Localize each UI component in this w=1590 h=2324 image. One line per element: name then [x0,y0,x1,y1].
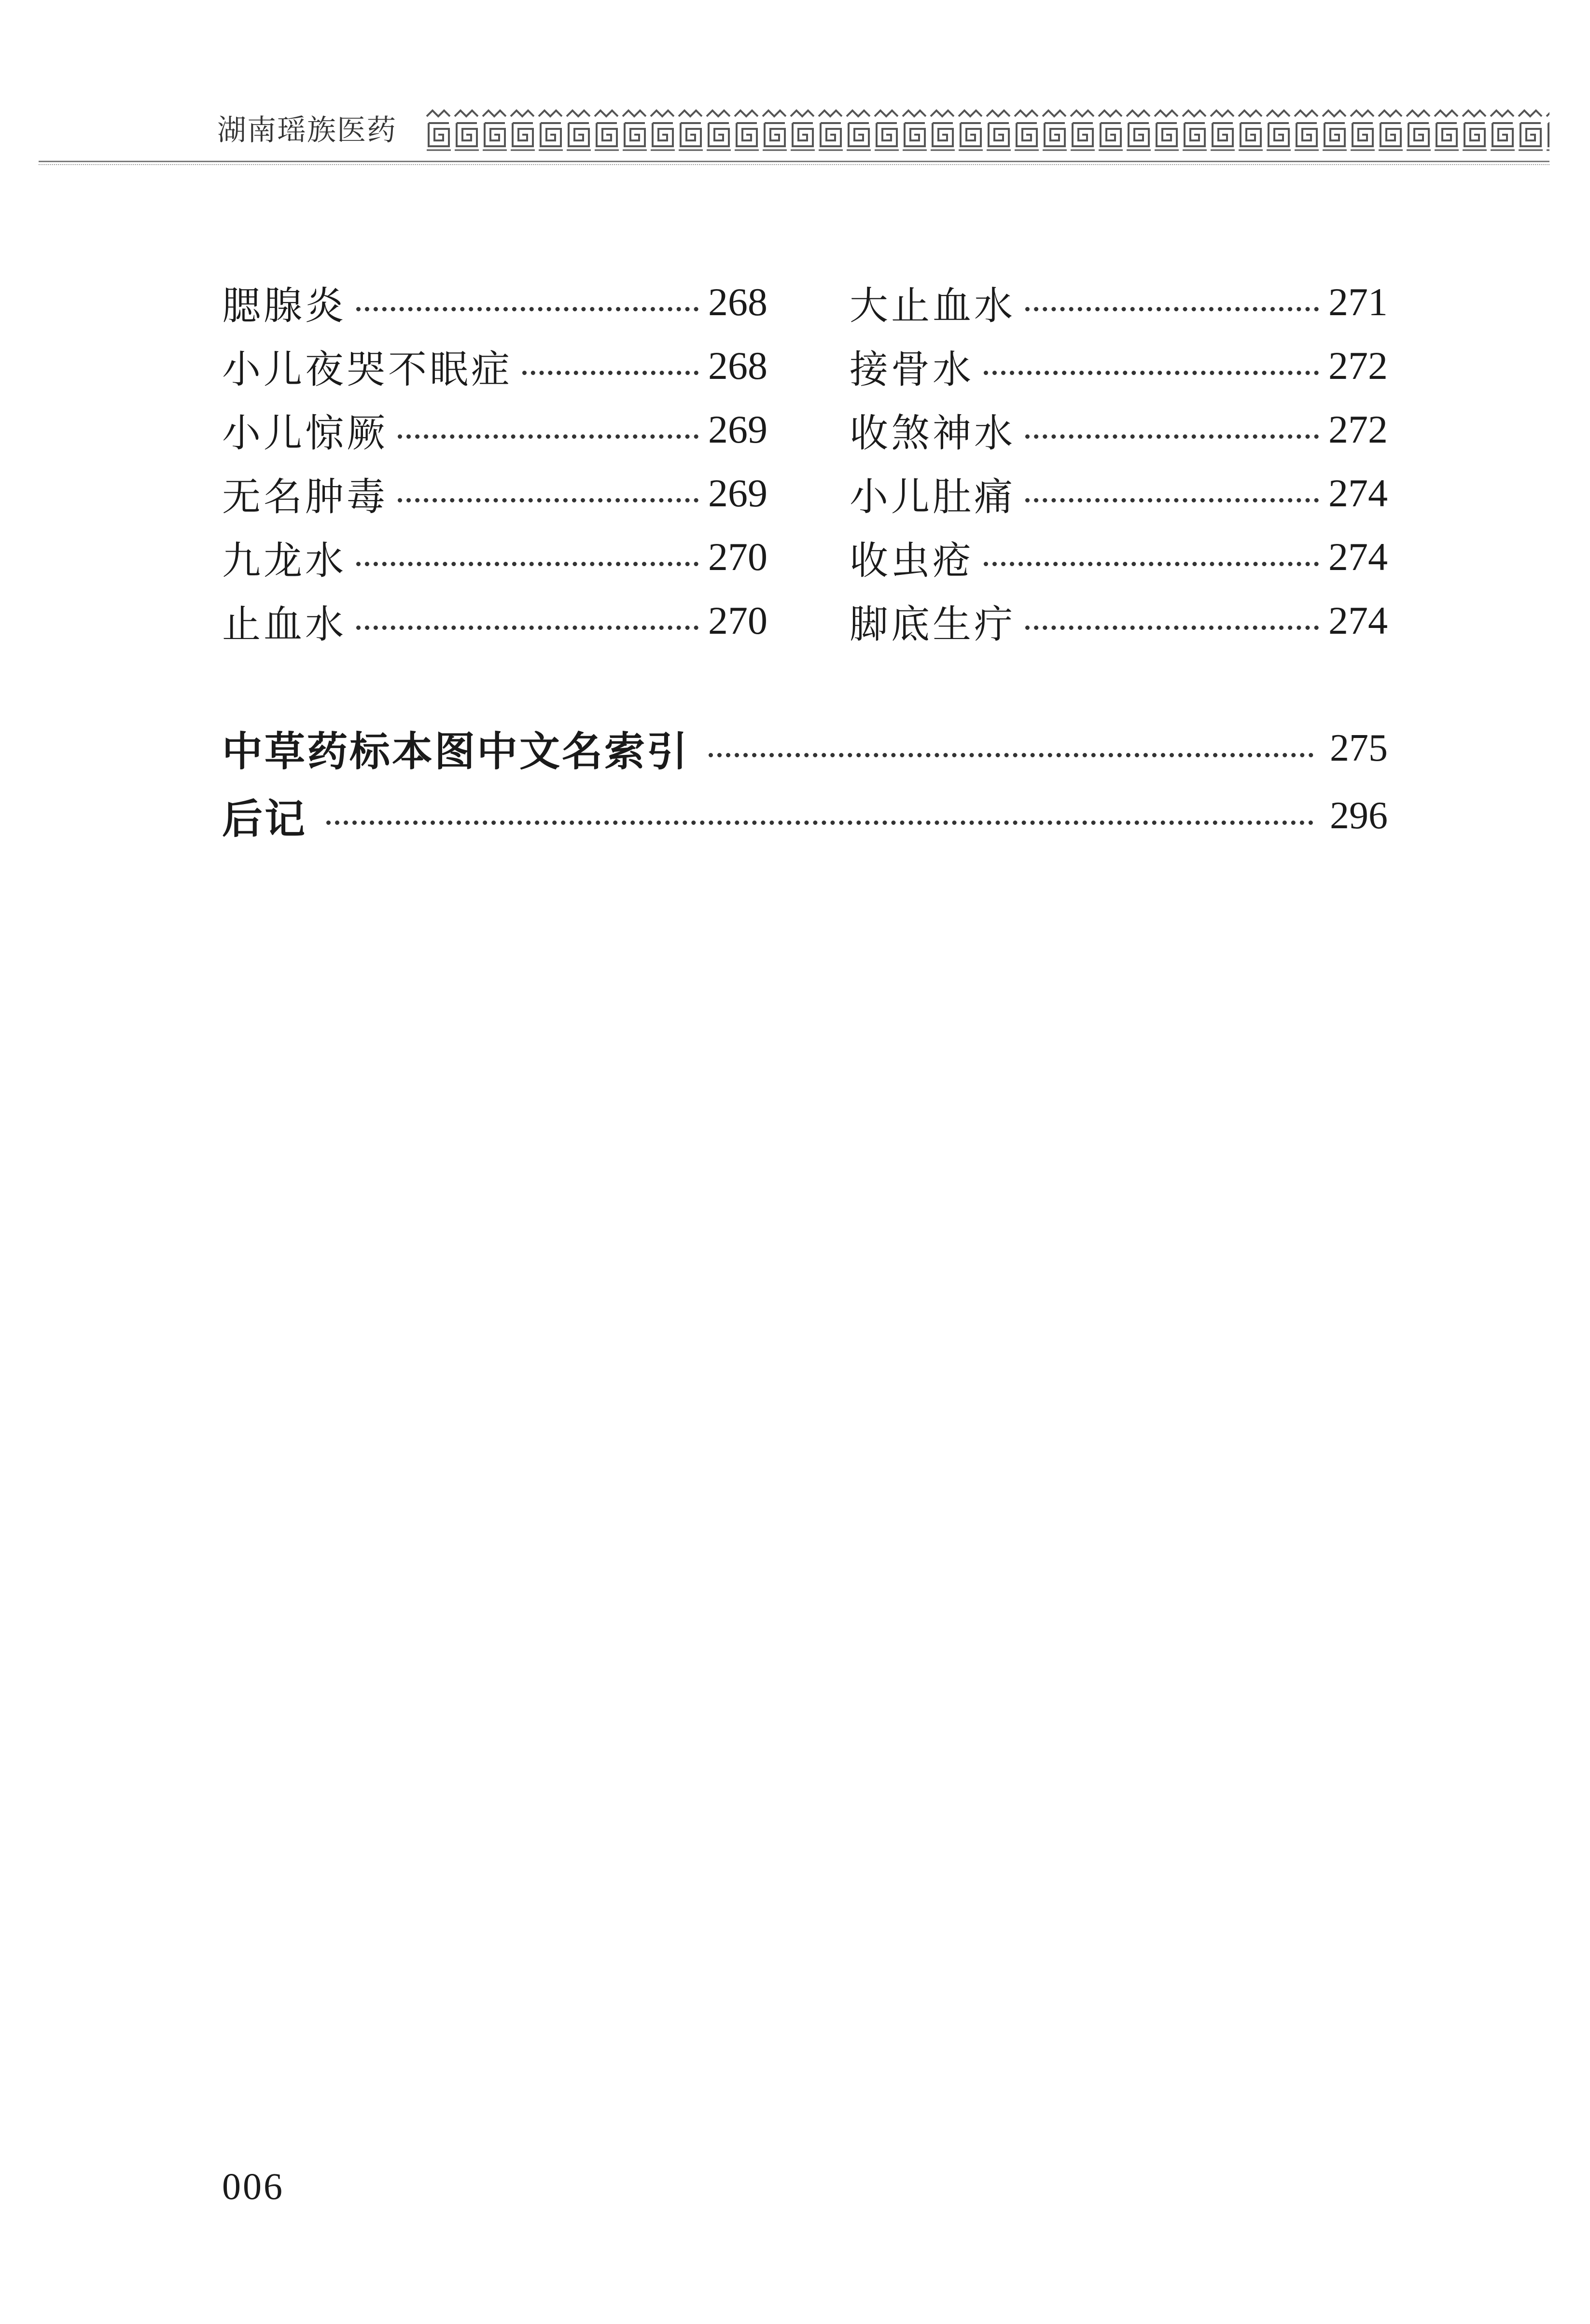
toc-entry-title: 小儿夜哭不眠症 [222,347,513,392]
leader-dots [522,371,698,375]
toc-entry[interactable] [222,334,767,398]
toc-major-page: 275 [1330,726,1388,769]
toc-entry-title: 九龙水 [222,538,347,583]
toc-major-entry[interactable] [222,714,1388,782]
leader-dots [356,626,698,630]
toc-entry-page: 270 [708,535,767,579]
toc-entry-page: 274 [1328,535,1388,579]
toc-entry-page: 271 [1328,280,1388,324]
toc-major-entries [222,714,1388,849]
toc-entry[interactable] [850,461,1388,525]
toc-entry-title: 小儿惊厥 [222,410,388,456]
toc-entry[interactable] [222,525,767,589]
toc-entry-title: 接骨水 [850,347,974,392]
leader-dots [984,371,1319,375]
leader-dots [1025,626,1319,630]
toc-major-title: 后记 [222,795,307,843]
toc-entry-title: 腮腺炎 [222,283,347,328]
toc-entry-page: 274 [1328,598,1388,642]
toc-major-title: 中草药标本图中文名索引 [222,727,690,775]
toc-right-column [850,270,1388,653]
toc-entry[interactable] [222,589,767,653]
running-header [217,104,1549,157]
toc-entry-page: 272 [1328,407,1388,451]
toc-entry-title: 无名肿毒 [222,474,388,519]
leader-dots [326,821,1313,825]
book-title: 湖南瑶族医药 [217,113,397,147]
leader-dots [398,498,698,502]
toc-entry-page: 272 [1328,344,1388,388]
leader-dots [356,307,698,311]
toc-major-page: 296 [1330,794,1388,837]
toc-entry-page: 270 [708,598,767,642]
leader-dots [1025,434,1319,439]
leader-dots [984,562,1319,566]
toc-entry-title: 小儿肚痛 [850,474,1016,519]
toc-entry-page: 268 [708,344,767,388]
toc-entry[interactable] [850,334,1388,398]
page-number: 006 [222,2165,284,2207]
toc-entry-page: 274 [1328,471,1388,515]
toc-entry[interactable] [222,398,767,461]
toc-entry-title: 止血水 [222,601,347,647]
toc-entry[interactable] [850,589,1388,653]
leader-dots [398,434,698,439]
toc-entry-title: 收煞神水 [850,410,1016,456]
toc-entry-page: 269 [708,407,767,451]
header-rule [39,161,1549,162]
toc-entry[interactable] [850,398,1388,461]
toc-entry-page: 269 [708,471,767,515]
leader-dots [1025,307,1319,311]
fret-ornament-band [425,109,1549,152]
header-dotted-rule [39,164,1549,165]
toc-left-column [222,270,767,653]
toc-entry-page: 268 [708,280,767,324]
toc-major-entry[interactable] [222,782,1388,849]
toc-entry[interactable] [222,270,767,334]
leader-dots [1025,498,1319,502]
toc-entry[interactable] [850,270,1388,334]
toc-entry[interactable] [850,525,1388,589]
toc-entry-title: 收虫疮 [850,538,974,583]
toc-entry-title: 大止血水 [850,283,1016,328]
leader-dots [709,753,1313,757]
toc-entry-title: 脚底生疔 [850,601,1016,647]
toc-entry[interactable] [222,461,767,525]
leader-dots [356,562,698,566]
